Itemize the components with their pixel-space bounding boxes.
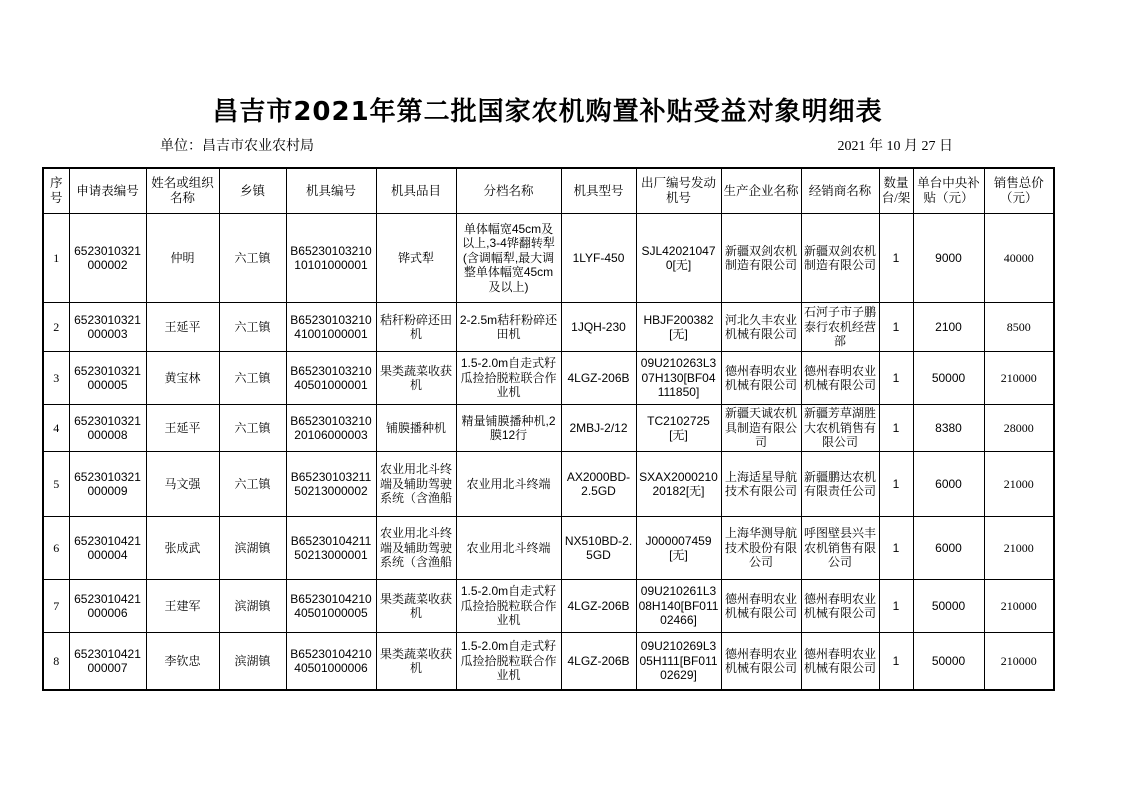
- unit-label: 单位：昌吉市农业农村局: [160, 138, 314, 154]
- table-cell: 农业用北斗终端及辅助驾驶系统（含渔船: [376, 452, 456, 517]
- table-cell: 6523010421000006: [69, 580, 146, 633]
- table-cell: 农业用北斗终端: [456, 452, 561, 517]
- table-cell: 新疆双剑农机制造有限公司: [801, 214, 879, 303]
- table-cell: 王建军: [146, 580, 219, 633]
- table-cell: 8: [43, 633, 69, 691]
- table-cell: 6000: [913, 517, 984, 580]
- table-cell: 德州春明农业机械有限公司: [801, 352, 879, 405]
- table-cell: 王延平: [146, 405, 219, 452]
- table-cell: 21000: [984, 517, 1054, 580]
- table-cell: B6523010421040501000006: [286, 633, 376, 691]
- column-header: 经销商名称: [801, 168, 879, 214]
- table-cell: 1: [879, 580, 913, 633]
- table-cell: 六工镇: [219, 352, 286, 405]
- table-row: [43, 214, 1054, 303]
- table-cell: 单体幅宽45cm及以上,3-4铧翻转犁(含调幅犁,最大调整单体幅宽45cm及以上): [456, 214, 561, 303]
- table-cell: 1: [879, 405, 913, 452]
- table-cell: 秸秆粉碎还田机: [376, 303, 456, 352]
- table-cell: 马文强: [146, 452, 219, 517]
- table-cell: 1: [879, 214, 913, 303]
- table-cell: 新疆双剑农机制造有限公司: [721, 214, 801, 303]
- table-cell: 4LGZ-206B: [561, 633, 636, 691]
- subsidy-detail-table: [42, 167, 1055, 691]
- table-row: [43, 633, 1054, 691]
- table-row: [43, 352, 1054, 405]
- table-cell: 仲明: [146, 214, 219, 303]
- column-header: 姓名或组织名称: [146, 168, 219, 214]
- table-cell: 6523010421000004: [69, 517, 146, 580]
- table-cell: 50000: [913, 352, 984, 405]
- column-header: 生产企业名称: [721, 168, 801, 214]
- table-cell: 1: [879, 352, 913, 405]
- table-cell: B6523010321150213000002: [286, 452, 376, 517]
- table-row: [43, 452, 1054, 517]
- table-cell: 李钦忠: [146, 633, 219, 691]
- column-header: 序号: [43, 168, 69, 214]
- table-cell: 2: [43, 303, 69, 352]
- table-row: [43, 303, 1054, 352]
- table-cell: 4LGZ-206B: [561, 580, 636, 633]
- table-cell: 1JQH-230: [561, 303, 636, 352]
- table-cell: 09U210261L308H140[BF01102466]: [636, 580, 721, 633]
- table-cell: 7: [43, 580, 69, 633]
- table-cell: 6523010421000007: [69, 633, 146, 691]
- table-cell: 河北久丰农业机械有限公司: [721, 303, 801, 352]
- document-header: [42, 96, 1053, 157]
- table-cell: 6523010321000005: [69, 352, 146, 405]
- table-cell: HBJF200382[无]: [636, 303, 721, 352]
- table-cell: J000007459[无]: [636, 517, 721, 580]
- table-cell: 9000: [913, 214, 984, 303]
- table-cell: 3: [43, 352, 69, 405]
- table-cell: 果类蔬菜收获机: [376, 352, 456, 405]
- table-cell: 1: [879, 303, 913, 352]
- table-cell: 六工镇: [219, 214, 286, 303]
- table-cell: 呼图壁县兴丰农机销售有限公司: [801, 517, 879, 580]
- table-cell: 1: [43, 214, 69, 303]
- table-cell: 滨湖镇: [219, 633, 286, 691]
- table-cell: SXAX200021020182[无]: [636, 452, 721, 517]
- table-cell: 1: [879, 452, 913, 517]
- table-cell: 王延平: [146, 303, 219, 352]
- table-cell: 210000: [984, 633, 1054, 691]
- table-cell: 张成武: [146, 517, 219, 580]
- table-cell: 1.5-2.0m自走式籽瓜捡拾脱粒联合作业机: [456, 352, 561, 405]
- table-cell: B6523010421040501000005: [286, 580, 376, 633]
- table-cell: 6523010321000008: [69, 405, 146, 452]
- table-cell: 新疆鹏达农机有限责任公司: [801, 452, 879, 517]
- header-row: [43, 168, 1054, 214]
- table-cell: 铧式犁: [376, 214, 456, 303]
- table-cell: 滨湖镇: [219, 580, 286, 633]
- table-cell: 6523010321000003: [69, 303, 146, 352]
- table-cell: 2MBJ-2/12: [561, 405, 636, 452]
- table-body: [43, 214, 1054, 691]
- table-cell: 1: [879, 633, 913, 691]
- table-cell: 2-2.5m秸秆粉碎还田机: [456, 303, 561, 352]
- table-cell: 新疆芳草湖胜大农机销售有限公司: [801, 405, 879, 452]
- column-header: 出厂编号发动机号: [636, 168, 721, 214]
- column-header: 机具品目: [376, 168, 456, 214]
- table-cell: B6523010421150213000001: [286, 517, 376, 580]
- table-cell: 德州春明农业机械有限公司: [801, 633, 879, 691]
- table-cell: 50000: [913, 633, 984, 691]
- table-cell: 六工镇: [219, 303, 286, 352]
- column-header: 单台中央补贴（元）: [913, 168, 984, 214]
- table-cell: 1LYF-450: [561, 214, 636, 303]
- table-cell: 上海适星导航技术有限公司: [721, 452, 801, 517]
- table-cell: 农业用北斗终端及辅助驾驶系统（含渔船: [376, 517, 456, 580]
- column-header: 机具型号: [561, 168, 636, 214]
- table-row: [43, 517, 1054, 580]
- table-cell: 09U210269L305H111[BF01102629]: [636, 633, 721, 691]
- table-cell: 6523010321000009: [69, 452, 146, 517]
- column-header: 数量台/架: [879, 168, 913, 214]
- table-cell: 六工镇: [219, 452, 286, 517]
- table-cell: 黄宝林: [146, 352, 219, 405]
- page-title: 昌吉市2021年第二批国家农机购置补贴受益对象明细表: [212, 97, 883, 127]
- table-cell: 铺膜播种机: [376, 405, 456, 452]
- table-cell: B6523010321020106000003: [286, 405, 376, 452]
- table-cell: 210000: [984, 352, 1054, 405]
- table-cell: 4: [43, 405, 69, 452]
- table-cell: 德州春明农业机械有限公司: [801, 580, 879, 633]
- table-cell: 8500: [984, 303, 1054, 352]
- table-cell: 28000: [984, 405, 1054, 452]
- document-date: 2021 年 10 月 27 日: [837, 138, 953, 154]
- table-cell: 农业用北斗终端: [456, 517, 561, 580]
- table-cell: B6523010321010101000001: [286, 214, 376, 303]
- table-cell: 09U210263L307H130[BF04111850]: [636, 352, 721, 405]
- table-row: [43, 580, 1054, 633]
- table-cell: SJL420210470[无]: [636, 214, 721, 303]
- column-header: 销售总价（元）: [984, 168, 1054, 214]
- column-header: 乡镇: [219, 168, 286, 214]
- table-cell: 果类蔬菜收获机: [376, 633, 456, 691]
- table-cell: 2100: [913, 303, 984, 352]
- column-header: 机具编号: [286, 168, 376, 214]
- table-cell: 5: [43, 452, 69, 517]
- table-cell: 上海华测导航技术股份有限公司: [721, 517, 801, 580]
- document-subheader: [42, 129, 1053, 157]
- table-cell: 8380: [913, 405, 984, 452]
- table-cell: 果类蔬菜收获机: [376, 580, 456, 633]
- table-cell: 6523010321000002: [69, 214, 146, 303]
- table-cell: 21000: [984, 452, 1054, 517]
- table-cell: TC2102725[无]: [636, 405, 721, 452]
- table-cell: 6: [43, 517, 69, 580]
- table-cell: 1.5-2.0m自走式籽瓜捡拾脱粒联合作业机: [456, 633, 561, 691]
- table-cell: NX510BD-2.5GD: [561, 517, 636, 580]
- table-cell: 石河子市子鹏泰行农机经营部: [801, 303, 879, 352]
- column-header: 申请表编号: [69, 168, 146, 214]
- table-cell: 新疆天诚农机具制造有限公司: [721, 405, 801, 452]
- table-row: [43, 405, 1054, 452]
- table-cell: 1: [879, 517, 913, 580]
- table-cell: 6000: [913, 452, 984, 517]
- table-header: [43, 168, 1054, 214]
- table-cell: B6523010321040501000001: [286, 352, 376, 405]
- table-cell: B6523010321041001000001: [286, 303, 376, 352]
- table-cell: 精量铺膜播种机,2膜12行: [456, 405, 561, 452]
- table-cell: 德州春明农业机械有限公司: [721, 633, 801, 691]
- table-cell: 50000: [913, 580, 984, 633]
- column-header: 分档名称: [456, 168, 561, 214]
- table-cell: 1.5-2.0m自走式籽瓜捡拾脱粒联合作业机: [456, 580, 561, 633]
- table-cell: 德州春明农业机械有限公司: [721, 352, 801, 405]
- table-cell: 40000: [984, 214, 1054, 303]
- table-cell: 210000: [984, 580, 1054, 633]
- table-cell: 4LGZ-206B: [561, 352, 636, 405]
- table-cell: 六工镇: [219, 405, 286, 452]
- table-cell: 德州春明农业机械有限公司: [721, 580, 801, 633]
- table-cell: 滨湖镇: [219, 517, 286, 580]
- table-cell: AX2000BD-2.5GD: [561, 452, 636, 517]
